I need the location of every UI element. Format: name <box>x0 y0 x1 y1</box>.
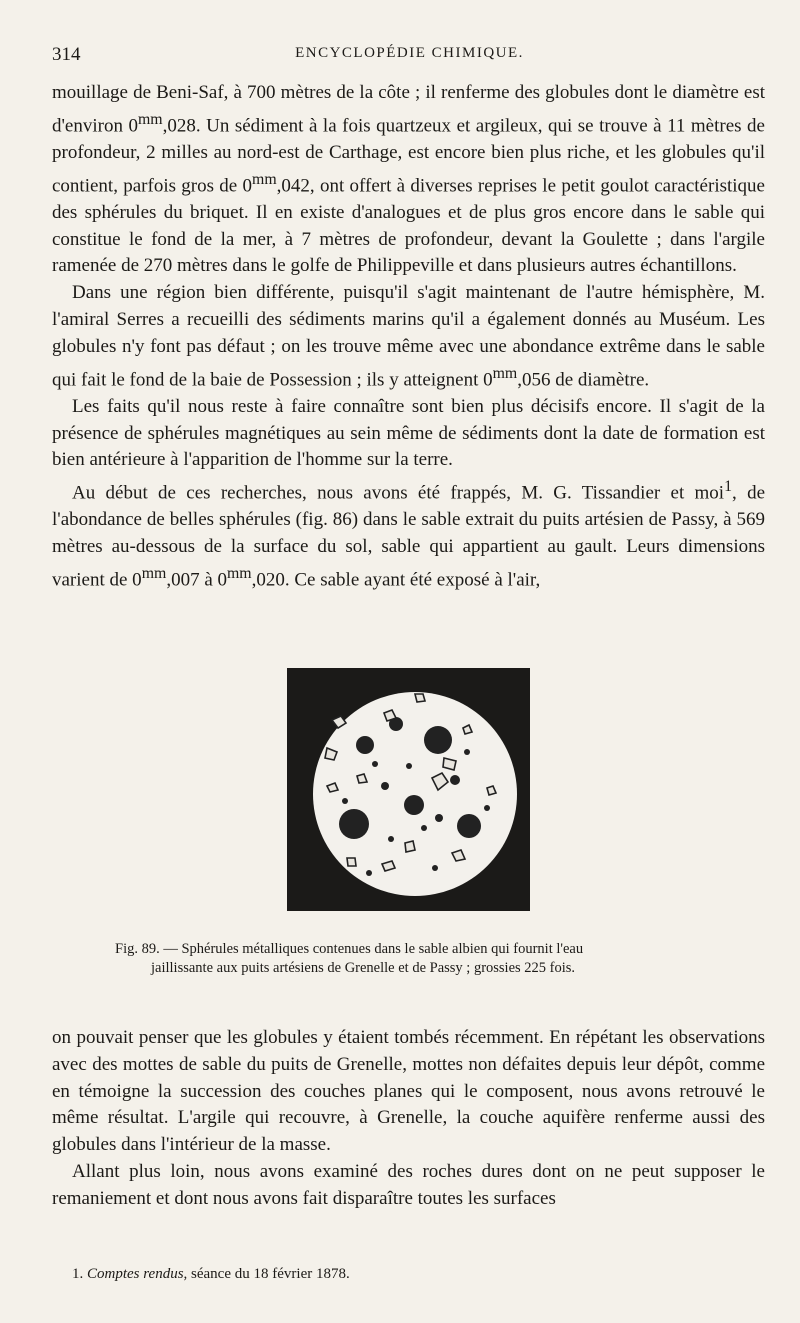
footnote <box>72 1266 350 1283</box>
micrograph-image <box>287 668 530 911</box>
footnote-rest: , séance du 18 février 1878. <box>183 1266 350 1282</box>
figure-caption <box>115 940 715 978</box>
paragraph-1: mouillage de Beni-Saf, à 700 mètres de la côte ; il renferme des globules dont le diamètre est d'environ $0^{mm},028$. Un sédiment à la fois quartzeux et argileux, qui se trouve à 11 mètres de profondeur, 2 milles au nord-est de Carthage, est encore bien plus riche, et les globules qu'il contient, parfois gros de $0^{mm},042$, ont offert à diverses reprises le petit goulot caractéristique des sphérules du briquet. Il en existe d'analogues et de plus gros encore dans le sable qui constitue le fond de la mer, à 7 mètres de profondeur, devant la Goulette ; dans l'argile ramenée de 270 mètres dans le golfe de Philippeville et dans plusieurs autres échantillons. <box>52 82 765 277</box>
caption-line-1: Fig. 89. — Sphérules métalliques contenues dans le sable albien qui fournit l'eau <box>115 941 584 957</box>
paragraph-4: Au début de ces recherches, nous avons été frappés, M. G. Tissandier et moi$^1$, de l'abondance de belles sphérules (fig. 86) dans le sable extrait du puits artésien de Passy, à 569 mètres au-dessous de la surface du sol, sable qui appartient au gault. Leurs dimensions varient de $0^{mm},007$ à $0^{mm},020$. Ce sable ayant été exposé à l'air, <box>52 478 766 591</box>
footnote-number: 1. <box>72 1266 84 1282</box>
running-title: ENCYCLOPÉDIE CHIMIQUE. <box>295 45 524 61</box>
paragraph-6: Allant plus loin, nous avons examiné des roches dures dont on ne peut supposer le remaniement et dont nous avons fait disparaître toutes les surfaces <box>52 1160 765 1209</box>
body-text-bottom <box>52 1025 765 1213</box>
footnote-source: Comptes rendus <box>87 1266 184 1282</box>
footnote-ref: 1 <box>724 478 733 496</box>
body-text-top <box>52 80 765 594</box>
paragraph-3: Les faits qu'il nous reste à faire connaître sont bien plus décisifs encore. Il s'agit de la présence de sphérules magnétiques au sein même de sédiments dont la date de formation est bien antérieure à l'apparition de l'homme sur la terre. <box>52 395 765 471</box>
paragraph-5: on pouvait penser que les globules y étaient tombés récemment. En répétant les observations avec des mottes de sable du puits de Grenelle, mottes non défaites depuis leur dépôt, comme en témoigne la succession des couches planes qui le composent, nous avons retrouvé le même résultat. L'argile qui recouvre, à Grenelle, la couche aquifère renferme aussi des globules dans l'intérieur de la masse. <box>52 1027 765 1156</box>
paragraph-2: Dans une région bien différente, puisqu'il s'agit maintenant de l'autre hémisphère, M. l'amiral Serres a recueilli des sédiments marins qu'il a également donnés au Muséum. Les globules n'y font pas défaut ; on les trouve même avec une abondance extrême dans le sable qui fait le fond de la baie de Possession ; ils y atteignent $0^{mm},056$ de diamètre. <box>52 282 765 390</box>
page-header <box>52 44 767 70</box>
page-number: 314 <box>52 44 81 65</box>
caption-line-2: jaillissante aux puits artésiens de Grenelle et de Passy ; grossies 225 fois. <box>151 960 576 976</box>
figure-89-micrograph <box>287 668 530 911</box>
